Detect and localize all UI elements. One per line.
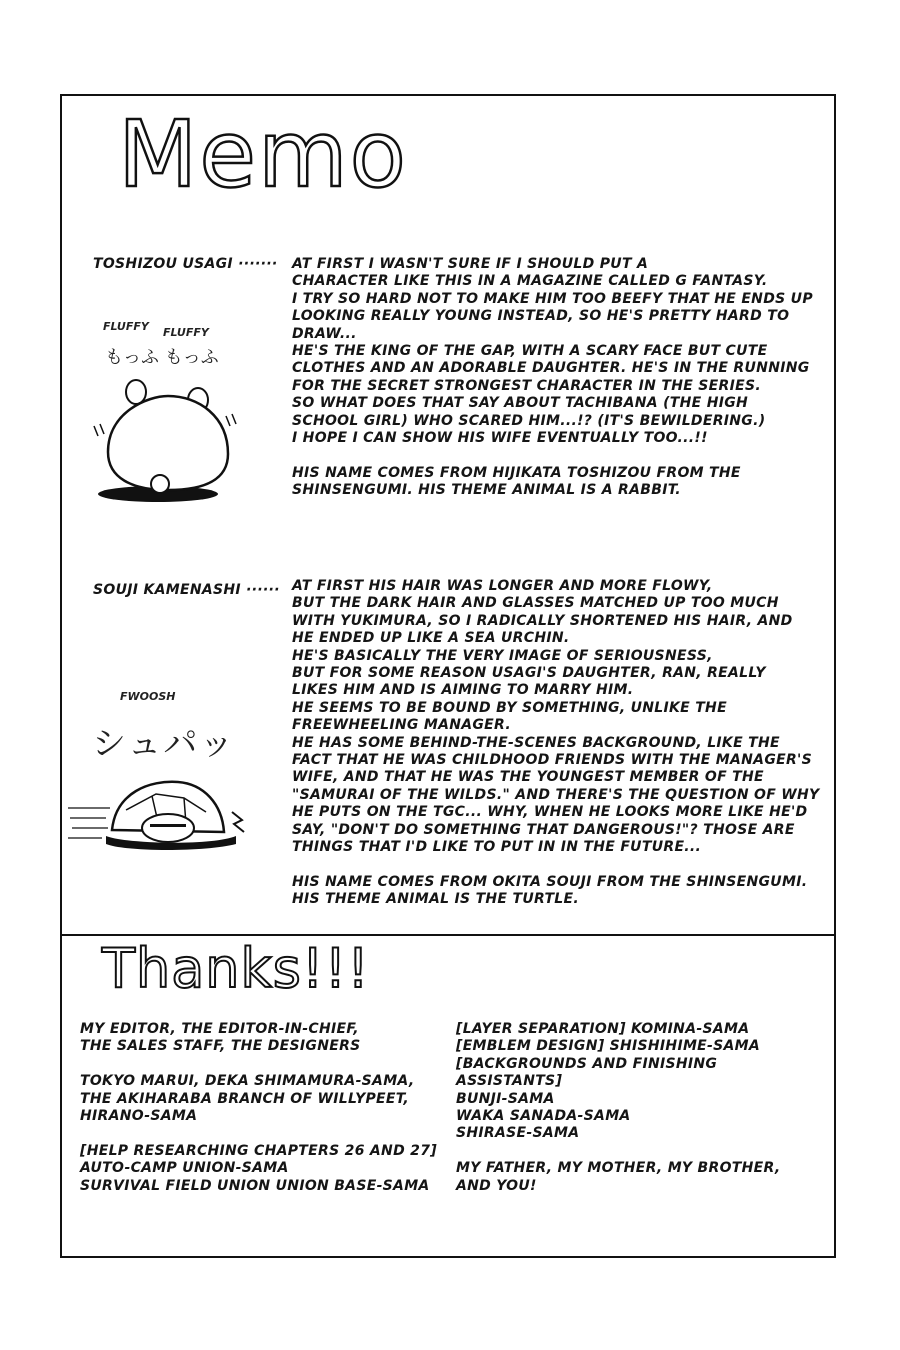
thanks-right-group-2: MY FATHER, MY MOTHER, MY BROTHER, AND YOU! — [456, 1160, 781, 1194]
usagi-label: TOSHIZOU USAGI ······· — [93, 256, 278, 272]
kamenashi-sfx-fwoosh: FWOOSH — [120, 690, 176, 703]
usagi-sfx-fluffy-2: FLUFFY — [163, 326, 209, 339]
kamenashi-label: SOUJI KAMENASHI ······ — [93, 582, 280, 598]
usagi-sfx-fluffy-1: FLUFFY — [103, 320, 149, 333]
thanks-left-group-1: MY EDITOR, THE EDITOR-IN-CHIEF, THE SALES STAFF, THE DESIGNERS — [80, 1021, 361, 1055]
thanks-left-group-3: [HELP RESEARCHING CHAPTERS 26 AND 27] AUTO-CAMP UNION-SAMA SURVIVAL FIELD UNION UNION BASE-SAMA — [80, 1142, 437, 1194]
thanks-right-column — [456, 1021, 816, 1212]
kamenashi-paragraph-1: AT FIRST HIS HAIR WAS LONGER AND MORE FLOWY, BUT THE DARK HAIR AND GLASSES MATCHED UP TOO MUCH WITH YUKIMURA, SO I RADICALLY SHORTENED HIS HAIR, AND HE ENDED UP LIKE A SEA URCHIN. HE'S BASICALLY THE VERY IMAGE OF SERIOUSNESS, BUT FOR SOME REASON USAGI'S DAUGHTER, RAN, REALLY LIKES HIM AND IS AIMING TO MARRY HIM. HE SEEMS TO BE BOUND BY SOMETHING, UNLIKE THE FREEWHEELING MANAGER. HE HAS SOME BEHIND-THE-SCENES BACKGROUND, LIKE THE FACT THAT HE WAS CHILDHOOD FRIENDS WITH THE MANAGER'S WIFE, AND THAT HE WAS THE YOUNGEST MEMBER OF THE "SAMURAI OF THE WILDS." AND THERE'S THE QUESTION OF WHY HE PUTS ON THE TGC... WHY, WHEN HE LOOKS MORE LIKE HE'D SAY, "DON'T DO SOMETHING THAT DANGEROUS!"? THOSE ARE THINGS THAT I'D LIKE TO PUT IN IN THE FUTURE... — [292, 578, 820, 856]
usagi-notes — [292, 256, 822, 500]
usagi-sfx-japanese: もっふ もっふ — [105, 347, 219, 368]
memo-title: Memo — [118, 101, 408, 208]
kamenashi-paragraph-2: HIS NAME COMES FROM OKITA SOUJI FROM THE SHINSENGUMI. HIS THEME ANIMAL IS THE TURTLE. — [292, 873, 808, 908]
rabbit-illustration-icon — [88, 372, 248, 504]
kamenashi-notes — [292, 578, 822, 909]
thanks-left-group-2: TOKYO MARUI, DEKA SHIMAMURA-SAMA, THE AKIHARABA BRANCH OF WILLYPEET, HIRANO-SAMA — [80, 1073, 415, 1125]
usagi-paragraph-1: AT FIRST I WASN'T SURE IF I SHOULD PUT A CHARACTER LIKE THIS IN A MAGAZINE CALLED G FANTASY. I TRY SO HARD NOT TO MAKE HIM TOO BEEFY THAT HE ENDS UP LOOKING REALLY YOUNG INSTEAD, SO HE'S PRETTY HARD TO DRAW... HE'S THE KING OF THE GAP, WITH A SCARY FACE BUT CUTE CLOTHES AND AN ADORABLE DAUGHTER. HE'S IN THE RUNNING FOR THE SECRET STRONGEST CHARACTER IN THE SERIES. SO WHAT DOES THAT SAY ABOUT TACHIBANA (THE HIGH SCHOOL GIRL) WHO SCARED HIM...!? (IT'S BEWILDERING.) I HOPE I CAN SHOW HIS WIFE EVENTUALLY TOO...!! — [292, 256, 813, 447]
kamenashi-sfx-japanese: シュパッ — [92, 724, 236, 764]
thanks-left-column — [80, 1021, 450, 1212]
usagi-paragraph-2: HIS NAME COMES FROM HIJIKATA TOSHIZOU FROM THE SHINSENGUMI. HIS THEME ANIMAL IS A RABBIT. — [292, 464, 741, 499]
thanks-title: Thanks!!! — [102, 937, 370, 1000]
thanks-right-group-1: [LAYER SEPARATION] KOMINA-SAMA [EMBLEM DESIGN] SHISHIHIME-SAMA [BACKGROUNDS AND FINISHING ASSISTANTS] BUNJI-SAMA WAKA SANADA-SAMA SHIRASE-SAMA — [456, 1021, 761, 1142]
turtle-illustration-icon — [66, 760, 256, 860]
